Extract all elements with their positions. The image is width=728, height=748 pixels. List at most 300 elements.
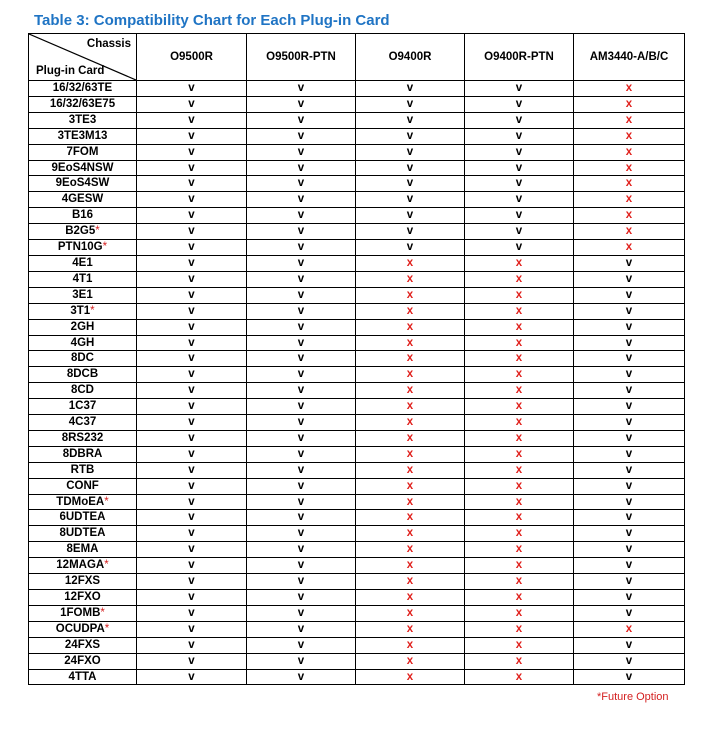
- plugin-card-name: 4TTA: [68, 670, 97, 683]
- plugin-card-name-cell: [29, 669, 137, 685]
- compatibility-cell: [465, 240, 574, 256]
- compatibility-cell: [356, 319, 465, 335]
- incompatible-mark: x: [515, 559, 523, 572]
- column-header: O9400R: [356, 34, 465, 81]
- compatibility-cell: [574, 399, 685, 415]
- future-option-marker: *: [100, 606, 105, 619]
- compatible-mark: v: [515, 193, 523, 206]
- table-row: [29, 255, 685, 271]
- compatibility-cell: [247, 319, 356, 335]
- compatibility-cell: [137, 590, 247, 606]
- plugin-card-name-cell: [29, 351, 137, 367]
- incompatible-mark: x: [625, 161, 633, 174]
- incompatible-mark: x: [406, 336, 414, 349]
- plugin-card-name-cell: [29, 112, 137, 128]
- incompatible-mark: x: [406, 272, 414, 285]
- incompatible-mark: x: [406, 495, 414, 508]
- plugin-card-name: 9EoS4NSW: [51, 161, 114, 174]
- compatible-mark: v: [406, 225, 414, 238]
- plugin-card-name: 8CD: [70, 384, 94, 397]
- compatibility-cell: [465, 128, 574, 144]
- compatibility-cell: [356, 637, 465, 653]
- compatible-mark: v: [297, 670, 305, 683]
- compatibility-cell: [137, 574, 247, 590]
- table-row: [29, 160, 685, 176]
- table-row: [29, 446, 685, 462]
- table-row: [29, 319, 685, 335]
- plugin-card-name-cell: [29, 81, 137, 97]
- compatibility-cell: [247, 176, 356, 192]
- compatible-mark: v: [625, 416, 633, 429]
- column-header: O9500R-PTN: [247, 34, 356, 81]
- compatibility-cell: [247, 96, 356, 112]
- compatibility-cell: [247, 351, 356, 367]
- compatibility-cell: [356, 605, 465, 621]
- compatible-mark: v: [188, 161, 195, 174]
- incompatible-mark: x: [515, 336, 523, 349]
- plugin-card-name-cell: [29, 255, 137, 271]
- compatibility-cell: [574, 621, 685, 637]
- plugin-card-name: 8EMA: [66, 543, 99, 556]
- compatible-mark: v: [625, 479, 633, 492]
- incompatible-mark: x: [625, 145, 633, 158]
- compatible-mark: v: [625, 320, 633, 333]
- compatible-mark: v: [188, 591, 195, 603]
- plugin-card-name-cell: [29, 383, 137, 399]
- compatibility-cell: [137, 669, 247, 685]
- table-row: [29, 399, 685, 415]
- plugin-card-name: B16: [71, 209, 94, 222]
- table-row: [29, 430, 685, 446]
- table-row: [29, 542, 685, 558]
- plugin-card-name: 4C37: [68, 416, 97, 429]
- incompatible-mark: x: [515, 368, 523, 381]
- compatible-mark: v: [625, 304, 633, 317]
- incompatible-mark: x: [515, 479, 523, 492]
- compatibility-cell: [465, 415, 574, 431]
- compatible-mark: v: [188, 304, 195, 317]
- incompatible-mark: x: [625, 97, 633, 110]
- compatibility-cell: [574, 494, 685, 510]
- compatible-mark: v: [625, 400, 633, 413]
- compatible-mark: v: [297, 97, 305, 110]
- incompatible-mark: x: [406, 511, 414, 524]
- plugin-card-name: 3TE3: [68, 113, 97, 126]
- compatibility-cell: [574, 590, 685, 606]
- compatibility-cell: [465, 637, 574, 653]
- incompatible-mark: x: [625, 82, 633, 94]
- compatibility-cell: [356, 669, 465, 685]
- compatibility-cell: [574, 637, 685, 653]
- incompatible-mark: x: [406, 543, 414, 556]
- compatibility-cell: [247, 335, 356, 351]
- compatibility-cell: [465, 399, 574, 415]
- compatibility-table: [28, 33, 685, 685]
- plugin-card-name-cell: [29, 510, 137, 526]
- compatible-mark: v: [297, 320, 305, 333]
- compatibility-cell: [465, 81, 574, 97]
- compatible-mark: v: [188, 209, 195, 222]
- compatible-mark: v: [406, 145, 414, 158]
- compatibility-cell: [465, 287, 574, 303]
- compatibility-cell: [137, 208, 247, 224]
- incompatible-mark: x: [515, 320, 523, 333]
- table-row: [29, 637, 685, 653]
- compatibility-cell: [247, 526, 356, 542]
- plugin-card-name: 8DC: [70, 352, 94, 365]
- compatible-mark: v: [406, 97, 414, 110]
- incompatible-mark: x: [406, 447, 414, 460]
- plugin-card-name: 24FXO: [64, 654, 101, 667]
- compatibility-cell: [356, 287, 465, 303]
- incompatible-mark: x: [406, 288, 414, 301]
- incompatible-mark: x: [515, 527, 523, 540]
- plugin-card-name-cell: [29, 430, 137, 446]
- incompatible-mark: x: [406, 368, 414, 381]
- compatible-mark: v: [515, 177, 523, 190]
- compatible-mark: v: [625, 606, 633, 619]
- compatibility-cell: [574, 255, 685, 271]
- compatible-mark: v: [406, 177, 414, 190]
- table-row: [29, 605, 685, 621]
- compatibility-cell: [137, 367, 247, 383]
- table-row: [29, 287, 685, 303]
- compatibility-cell: [247, 81, 356, 97]
- table-row: [29, 510, 685, 526]
- corner-header-cell: [29, 34, 137, 81]
- compatibility-cell: [137, 335, 247, 351]
- compatible-mark: v: [297, 241, 305, 254]
- compatibility-cell: [137, 224, 247, 240]
- compatible-mark: v: [515, 97, 523, 110]
- plugin-card-name: 3T1: [70, 304, 91, 317]
- compatible-mark: v: [297, 145, 305, 158]
- compatible-mark: v: [625, 256, 633, 269]
- table-row: [29, 224, 685, 240]
- compatible-mark: v: [297, 304, 305, 317]
- compatibility-cell: [137, 446, 247, 462]
- plugin-card-name: 12FXS: [64, 575, 101, 588]
- compatible-mark: v: [297, 272, 305, 285]
- compatibility-cell: [137, 81, 247, 97]
- compatible-mark: v: [188, 479, 195, 492]
- incompatible-mark: x: [406, 431, 414, 444]
- compatibility-cell: [574, 240, 685, 256]
- compatible-mark: v: [406, 193, 414, 206]
- column-header: O9400R-PTN: [465, 34, 574, 81]
- incompatible-mark: x: [515, 606, 523, 619]
- plugin-card-name-cell: [29, 574, 137, 590]
- compatibility-cell: [574, 303, 685, 319]
- incompatible-mark: x: [515, 591, 523, 603]
- compatible-mark: v: [625, 591, 633, 603]
- compatible-mark: v: [625, 575, 633, 588]
- compatible-mark: v: [515, 209, 523, 222]
- compatibility-cell: [247, 224, 356, 240]
- compatibility-cell: [574, 160, 685, 176]
- compatible-mark: v: [188, 575, 195, 588]
- compatibility-cell: [356, 462, 465, 478]
- table-row: [29, 653, 685, 669]
- compatible-mark: v: [625, 288, 633, 301]
- compatibility-cell: [137, 542, 247, 558]
- plugin-card-name-cell: [29, 542, 137, 558]
- compatibility-cell: [465, 335, 574, 351]
- compatibility-cell: [574, 558, 685, 574]
- compatible-mark: v: [625, 543, 633, 556]
- plugin-card-name-cell: [29, 176, 137, 192]
- compatible-mark: v: [297, 384, 305, 397]
- compatible-mark: v: [297, 225, 305, 238]
- column-header: AM3440-A/B/C: [574, 34, 685, 81]
- compatible-mark: v: [297, 575, 305, 588]
- compatibility-cell: [247, 478, 356, 494]
- future-option-footnote: *Future Option: [597, 691, 669, 703]
- compatible-mark: v: [515, 82, 523, 94]
- compatible-mark: v: [188, 336, 195, 349]
- plugin-card-name: CONF: [66, 479, 99, 492]
- compatible-mark: v: [188, 638, 195, 651]
- table-row: [29, 478, 685, 494]
- plugin-card-name: OCUDPA: [55, 622, 105, 635]
- compatible-mark: v: [515, 129, 523, 142]
- plugin-card-name-cell: [29, 96, 137, 112]
- plugin-card-name-cell: [29, 271, 137, 287]
- incompatible-mark: x: [515, 543, 523, 556]
- compatible-mark: v: [297, 177, 305, 190]
- compatibility-cell: [247, 128, 356, 144]
- compatibility-cell: [247, 653, 356, 669]
- incompatible-mark: x: [625, 241, 633, 254]
- compatibility-cell: [137, 383, 247, 399]
- compatibility-cell: [137, 653, 247, 669]
- compatibility-cell: [574, 271, 685, 287]
- compatibility-cell: [247, 542, 356, 558]
- compatibility-cell: [137, 287, 247, 303]
- compatibility-cell: [137, 605, 247, 621]
- compatibility-cell: [574, 574, 685, 590]
- compatibility-cell: [574, 415, 685, 431]
- column-header: O9500R: [137, 34, 247, 81]
- compatibility-cell: [356, 415, 465, 431]
- compatible-mark: v: [625, 447, 633, 460]
- compatible-mark: v: [297, 288, 305, 301]
- compatibility-cell: [465, 621, 574, 637]
- table-row: [29, 81, 685, 97]
- compatibility-cell: [574, 542, 685, 558]
- incompatible-mark: x: [515, 384, 523, 397]
- compatible-mark: v: [188, 288, 195, 301]
- compatibility-cell: [465, 208, 574, 224]
- compatibility-cell: [574, 510, 685, 526]
- compatible-mark: v: [188, 670, 195, 683]
- compatibility-cell: [574, 478, 685, 494]
- compatibility-cell: [247, 383, 356, 399]
- compatible-mark: v: [188, 495, 195, 508]
- plugin-card-name: B2G5: [65, 225, 96, 238]
- compatibility-cell: [574, 128, 685, 144]
- incompatible-mark: x: [406, 384, 414, 397]
- incompatible-mark: x: [406, 591, 414, 603]
- compatibility-cell: [356, 494, 465, 510]
- table-row: [29, 574, 685, 590]
- incompatible-mark: x: [406, 527, 414, 540]
- incompatible-mark: x: [515, 288, 523, 301]
- table-row: [29, 590, 685, 606]
- compatibility-cell: [247, 494, 356, 510]
- compatible-mark: v: [188, 97, 195, 110]
- compatible-mark: v: [188, 272, 195, 285]
- compatibility-cell: [356, 303, 465, 319]
- compatibility-cell: [356, 399, 465, 415]
- compatibility-cell: [465, 526, 574, 542]
- compatibility-cell: [465, 224, 574, 240]
- compatible-mark: v: [188, 129, 195, 142]
- compatibility-cell: [356, 574, 465, 590]
- compatibility-cell: [465, 430, 574, 446]
- plugin-card-name: 3TE3M13: [57, 129, 108, 142]
- compatible-mark: v: [406, 161, 414, 174]
- compatible-mark: v: [625, 463, 633, 476]
- table-row: [29, 383, 685, 399]
- table-row: [29, 240, 685, 256]
- compatible-mark: v: [188, 416, 195, 429]
- compatibility-cell: [247, 558, 356, 574]
- compatible-mark: v: [297, 511, 305, 524]
- plugin-card-name-cell: [29, 319, 137, 335]
- compatible-mark: v: [188, 145, 195, 158]
- compatible-mark: v: [515, 113, 523, 126]
- compatibility-cell: [465, 494, 574, 510]
- compatibility-cell: [356, 96, 465, 112]
- compatibility-cell: [356, 621, 465, 637]
- compatible-mark: v: [625, 368, 633, 381]
- plugin-card-name: RTB: [70, 463, 95, 476]
- plugin-card-name-cell: [29, 208, 137, 224]
- incompatible-mark: x: [625, 177, 633, 190]
- compatible-mark: v: [406, 241, 414, 254]
- compatibility-cell: [356, 558, 465, 574]
- table-row: [29, 208, 685, 224]
- plugin-card-name-cell: [29, 526, 137, 542]
- compatibility-cell: [137, 462, 247, 478]
- compatibility-cell: [356, 542, 465, 558]
- compatible-mark: v: [297, 129, 305, 142]
- table-body: [29, 81, 685, 685]
- incompatible-mark: x: [406, 622, 414, 635]
- compatibility-cell: [137, 478, 247, 494]
- table-row: [29, 96, 685, 112]
- compatibility-cell: [356, 271, 465, 287]
- compatible-mark: v: [297, 606, 305, 619]
- compatible-mark: v: [188, 559, 195, 572]
- plugin-card-name-cell: [29, 367, 137, 383]
- incompatible-mark: x: [406, 479, 414, 492]
- compatible-mark: v: [297, 495, 305, 508]
- compatible-mark: v: [297, 638, 305, 651]
- compatibility-cell: [137, 558, 247, 574]
- incompatible-mark: x: [625, 225, 633, 238]
- plugin-card-name: 24FXS: [64, 638, 101, 651]
- incompatible-mark: x: [515, 495, 523, 508]
- incompatible-mark: x: [406, 400, 414, 413]
- compatibility-cell: [465, 367, 574, 383]
- header-row: [29, 34, 685, 81]
- plugin-card-name: PTN10G: [57, 241, 103, 254]
- table-row: [29, 144, 685, 160]
- future-option-marker: *: [104, 622, 110, 635]
- compatibility-cell: [356, 430, 465, 446]
- compatibility-cell: [574, 367, 685, 383]
- compatibility-cell: [356, 653, 465, 669]
- compatibility-cell: [465, 653, 574, 669]
- compatibility-cell: [356, 526, 465, 542]
- compatibility-cell: [465, 462, 574, 478]
- compatible-mark: v: [297, 113, 305, 126]
- table-row: [29, 621, 685, 637]
- plugin-card-name-cell: [29, 637, 137, 653]
- compatibility-cell: [137, 160, 247, 176]
- plugin-card-name: 1FOMB: [60, 606, 101, 619]
- compatibility-cell: [247, 462, 356, 478]
- incompatible-mark: x: [406, 654, 414, 667]
- compatibility-cell: [137, 415, 247, 431]
- compatible-mark: v: [297, 654, 305, 667]
- plugin-card-name-cell: [29, 287, 137, 303]
- compatibility-cell: [465, 510, 574, 526]
- compatibility-cell: [574, 430, 685, 446]
- plugin-card-name-cell: [29, 478, 137, 494]
- compatibility-cell: [247, 208, 356, 224]
- compatibility-cell: [137, 303, 247, 319]
- future-option-marker: *: [102, 241, 108, 254]
- compatible-mark: v: [625, 511, 633, 524]
- compatibility-cell: [356, 160, 465, 176]
- incompatible-mark: x: [406, 638, 414, 651]
- compatibility-cell: [356, 478, 465, 494]
- future-option-marker: *: [104, 559, 109, 572]
- compatibility-cell: [137, 144, 247, 160]
- compatibility-cell: [574, 176, 685, 192]
- table-row: [29, 367, 685, 383]
- compatibility-cell: [356, 176, 465, 192]
- compatible-mark: v: [188, 82, 195, 94]
- plugin-card-name-cell: [29, 399, 137, 415]
- plugin-card-name-cell: [29, 128, 137, 144]
- compatibility-cell: [356, 144, 465, 160]
- compatibility-cell: [574, 224, 685, 240]
- table-row: [29, 112, 685, 128]
- compatibility-cell: [465, 176, 574, 192]
- plugin-card-name-cell: [29, 446, 137, 462]
- compatibility-cell: [137, 96, 247, 112]
- compatible-mark: v: [297, 447, 305, 460]
- incompatible-mark: x: [406, 304, 414, 317]
- compatibility-cell: [247, 271, 356, 287]
- compatible-mark: v: [297, 463, 305, 476]
- compatibility-cell: [247, 399, 356, 415]
- plugin-card-name: 2GH: [70, 320, 95, 333]
- compatible-mark: v: [297, 431, 305, 444]
- compatibility-cell: [356, 590, 465, 606]
- incompatible-mark: x: [515, 304, 523, 317]
- compatibility-cell: [137, 430, 247, 446]
- incompatible-mark: x: [515, 256, 523, 269]
- compatibility-cell: [574, 192, 685, 208]
- compatibility-cell: [247, 287, 356, 303]
- chassis-axis-label: Chassis: [86, 38, 131, 50]
- compatible-mark: v: [515, 145, 523, 158]
